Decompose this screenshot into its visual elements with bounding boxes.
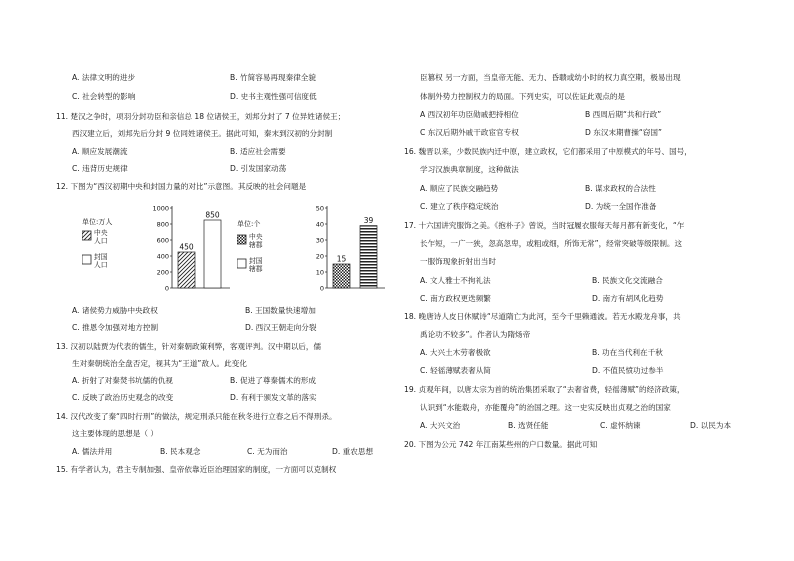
q19-text-line2: 认识到“水能载舟，亦能覆舟”的治国之理。这一史实反映出贞观之治的国家 (420, 403, 671, 412)
q11-text-line1: 11. 楚汉之争时，项羽分封功臣和亲信总 18 位诸侯王，刘邦分封了 7 位异姓诸侯王； (56, 112, 346, 121)
q13-option-a[interactable]: A. 折射了对秦焚书坑儒的仇视 (72, 376, 174, 385)
bar-封国人口 (204, 220, 221, 288)
q15-option-b[interactable]: B 西周后期“共和行政” (585, 110, 662, 119)
y-tick-label: 40 (315, 220, 324, 229)
q13-text-line1: 13. 汉初以陆贾为代表的儒生，针对秦朝政策利弊，客观评判。汉中期以后，儒 (56, 342, 322, 351)
q16-option-a[interactable]: A. 顺应了民族交融趋势 (420, 184, 499, 193)
q20-text-line1: 20. 下图为公元 742 年江南某些州的户口数量。据此可知 (404, 440, 598, 449)
q11-text-line2: 西汉建立后，刘邦先后分封 9 位同姓诸侯王。据此可知，秦末到汉初的分封制 (72, 129, 333, 138)
y-tick-label: 30 (315, 236, 324, 245)
q17-text-line1: 17. 十六国讲究服饰之美。《抱朴子》曾说，当时冠履衣服每天每月都有新变化，“乍 (404, 221, 685, 230)
q19-text-line1: 19. 贞观年间，以唐太宗为首的统治集团采取了“去奢省费，轻徭薄赋”的经济政策， (404, 385, 685, 394)
q17-option-d[interactable]: D. 南方有胡风化趋势 (592, 294, 664, 303)
q14-option-c[interactable]: C. 无为而治 (247, 447, 288, 456)
q17-text-line2: 长乍短，一广一狭，忽高忽卑，或粗或细，所饰无常”，经常突破等级限制。这 (420, 239, 683, 248)
y-tick-label: 0 (319, 284, 324, 293)
q16-option-b[interactable]: B. 谋求政权的合法性 (585, 184, 656, 193)
q16-text-line1: 16. 魏晋以来，少数民族内迁中原，建立政权，它们都采用了中原模式的年号、国号， (404, 147, 692, 156)
y-tick-label: 200 (156, 268, 169, 277)
chart-unit-label: 单位:个 (237, 220, 261, 228)
q13-option-d[interactable]: D. 有利于颁发文革的落实 (230, 393, 317, 402)
q12-text-line1: 12. 下图为“西汉初期中央和封国力量的对比”示意图。其反映的社会问题是 (56, 182, 307, 191)
legend-label: 中央辖郡 (249, 233, 263, 249)
legend-swatch (237, 235, 246, 244)
q16-text-line2: 学习汉族典章制度，这种做法 (420, 165, 519, 174)
q15-text-line3: 体制外势力控制权力的局面。下列史实，可以佐证此观点的是 (420, 92, 626, 101)
legend-swatch (82, 255, 91, 264)
bar-value-label: 39 (363, 216, 374, 226)
q18-option-d[interactable]: D. 不值民愤功过参半 (592, 366, 664, 375)
q15-option-c[interactable]: C 东汉后期外戚干政宦官专权 (420, 128, 519, 137)
q12-option-a[interactable]: A. 诸侯势力威胁中央政权 (72, 306, 158, 315)
q12-option-d[interactable]: D. 西汉王朝走向分裂 (245, 323, 317, 332)
population-bar-chart (82, 198, 232, 298)
q11-option-c[interactable]: C. 违背历史规律 (72, 164, 128, 173)
q10-option-c[interactable]: C. 社会转型的影响 (72, 92, 136, 101)
bar-中央人口 (178, 252, 195, 288)
q17-option-b[interactable]: B. 民族文化交流融合 (592, 276, 663, 285)
q14-option-b[interactable]: B. 民本观念 (160, 447, 201, 456)
legend-swatch (82, 231, 91, 240)
y-tick-label: 400 (156, 252, 169, 261)
q18-option-c[interactable]: C. 轻徭薄赋表奢从简 (420, 366, 491, 375)
q10-option-d[interactable]: D. 史书主观性强可信度低 (230, 92, 317, 101)
bar-value-label: 850 (205, 210, 220, 220)
q18-text-line1: 18. 晚唐诗人皮日休赋诗“尽道隋亡为此河，至今千里赖通波。若无水殿龙舟事，共 (404, 312, 681, 321)
q14-text-line1: 14. 汉代改变了秦“四时行刑”的做法，规定刑杀只能在秋冬进行立春之后不得刑杀。 (56, 412, 337, 421)
y-tick-label: 800 (156, 220, 169, 229)
commandery-bar-chart (237, 198, 387, 298)
q19-option-d[interactable]: D. 以民为本 (690, 421, 732, 430)
q12-option-c[interactable]: C. 推恩令加强对地方控制 (72, 323, 159, 332)
q14-text-line2: 这主要体现的思想是（ ） (72, 429, 158, 438)
chart-unit-label: 单位:万人 (82, 218, 113, 226)
y-tick-label: 10 (315, 268, 324, 277)
y-tick-label: 1000 (152, 204, 169, 213)
q14-option-d[interactable]: D. 重农思想 (332, 447, 374, 456)
y-tick-label: 0 (164, 284, 169, 293)
q17-option-a[interactable]: A. 文人雅士不拘礼法 (420, 276, 491, 285)
legend-label: 封国辖郡 (249, 257, 263, 273)
q19-option-b[interactable]: B. 选贤任能 (508, 421, 549, 430)
bar-value-label: 450 (179, 242, 194, 252)
q13-option-b[interactable]: B. 促进了尊秦儒术的形成 (230, 376, 316, 385)
legend-swatch (237, 259, 246, 268)
y-tick-label: 50 (315, 204, 324, 213)
y-tick-label: 600 (156, 236, 169, 245)
q11-option-b[interactable]: B. 适应社会需要 (230, 147, 286, 156)
q14-option-a[interactable]: A. 儒法并用 (72, 447, 113, 456)
q16-option-c[interactable]: C. 建立了秩序稳定统治 (420, 202, 499, 211)
q18-option-b[interactable]: B. 功在当代利在千秋 (592, 348, 663, 357)
q19-option-a[interactable]: A. 大兴文治 (420, 421, 461, 430)
bar-中央辖郡 (333, 264, 350, 288)
q17-option-c[interactable]: C. 南方政权更迭频繁 (420, 294, 491, 303)
q17-text-line3: 一服饰现象折射出当时 (420, 257, 496, 266)
q16-option-d[interactable]: D. 为统一全国作准备 (585, 202, 657, 211)
q12-option-b[interactable]: B. 王国数量快速增加 (245, 306, 316, 315)
q13-text-line2: 生对秦朝统治全盘否定，视其为“王道”敌人。此变化 (72, 359, 247, 368)
legend-label: 中央人口 (94, 229, 108, 245)
q19-option-c[interactable]: C. 虚怀纳谏 (600, 421, 641, 430)
legend-label: 封国人口 (94, 253, 108, 269)
q10-option-b[interactable]: B. 竹简容易再现秦律全貌 (230, 73, 316, 82)
q15-text-line1: 15. 有学者认为，君主专制加强、皇帝依靠近臣治理国家的制度，一方面可以克制权 (56, 465, 337, 474)
q15-option-d[interactable]: D 东汉末期曹操“窃国” (585, 128, 662, 137)
q15-option-a[interactable]: A 西汉初年功臣勋戚把持相位 (420, 110, 519, 119)
bar-封国辖郡 (360, 226, 377, 288)
bar-value-label: 15 (336, 254, 347, 264)
q18-option-a[interactable]: A. 大兴土木劳奢极欲 (420, 348, 491, 357)
q15-text-line2: 臣篡权 另一方面，当皇帝无能、无力、昏聩或幼小时的权力真空期，极易出现 (420, 73, 681, 82)
q11-option-d[interactable]: D. 引发国家动荡 (230, 164, 287, 173)
y-tick-label: 20 (315, 252, 324, 261)
q18-text-line2: 禹论功不较多”。作者认为隋炀帝 (420, 330, 531, 339)
q10-option-a[interactable]: A. 法律文明的进步 (72, 73, 136, 82)
q13-option-c[interactable]: C. 反映了政治历史观念的改变 (72, 393, 174, 402)
q11-option-a[interactable]: A. 顺应发展潮流 (72, 147, 128, 156)
